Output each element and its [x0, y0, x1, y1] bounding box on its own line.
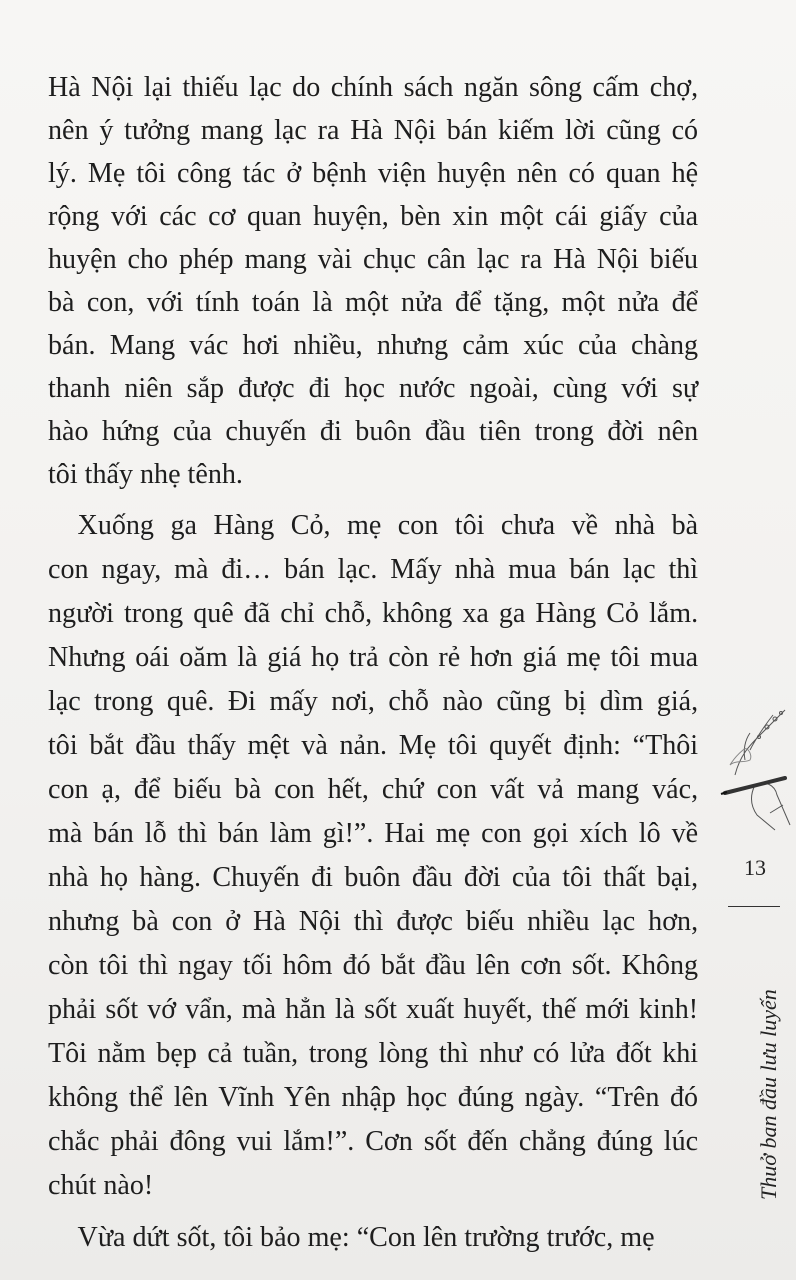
text-line: chắc phải đông vui lắm!”. Cơn sốt đến chẳng đúng lúc: [48, 1126, 699, 1157]
text-line: Xuống ga Hàng Cỏ, mẹ con tôi chưa về nhà bà: [77, 510, 699, 541]
text-line: nên ý tưởng mang lạc ra Hà Nội bán kiếm lời cũng có: [48, 115, 699, 146]
text-line: tôi thấy nhẹ tênh.: [48, 459, 243, 490]
text-line: huyện cho phép mang vài chục cân lạc ra Hà Nội biếu: [48, 244, 699, 275]
text-line: thanh niên sắp được đi học nước ngoài, cùng với sự: [48, 373, 699, 404]
hand-pencil-illustration-icon: [715, 705, 795, 835]
text-line: không thể lên Vĩnh Yên nhập học đúng ngày. “Trên đó: [48, 1082, 699, 1113]
margin-divider: [728, 906, 780, 907]
text-line: lý. Mẹ tôi công tác ở bệnh viện huyện nên có quan hệ: [48, 158, 699, 189]
paragraph: [48, 1216, 698, 1260]
text-line: nhưng bà con ở Hà Nội thì được biếu nhiều lạc hơn,: [48, 906, 699, 937]
text-line: Vừa dứt sốt, tôi bảo mẹ: “Con lên trường trước, mẹ: [77, 1222, 655, 1253]
text-line: Nhưng oái oăm là giá họ trả còn rẻ hơn giá mẹ tôi mua: [48, 642, 699, 673]
text-line: nhà họ hàng. Chuyến đi buôn đầu đời của tôi thất bại,: [48, 862, 699, 893]
page-number: 13: [744, 855, 766, 880]
text-line: bán. Mang vác hơi nhiều, nhưng cảm xúc của chàng: [48, 330, 699, 361]
text-line: người trong quê đã chỉ chỗ, không xa ga Hàng Cỏ lắm.: [48, 598, 699, 629]
body-text: [48, 66, 698, 1268]
text-line: hào hứng của chuyến đi buôn đầu tiên trong đời nên: [48, 416, 699, 447]
text-line: phải sốt vớ vẩn, mà hẳn là sốt xuất huyết, thế mới kinh!: [48, 994, 699, 1025]
text-line: con ạ, để biếu bà con hết, chứ con vất vả mang vác,: [48, 774, 699, 805]
text-line: mà bán lỗ thì bán làm gì!”. Hai mẹ con gọi xích lô về: [48, 818, 699, 849]
paragraph: [48, 504, 698, 1208]
text-line: bà con, với tính toán là một nửa để tặng, một nửa để: [48, 287, 699, 318]
text-line: Tôi nằm bẹp cả tuần, trong lòng thì như có lửa đốt khi: [48, 1038, 699, 1069]
text-line: rộng với các cơ quan huyện, bèn xin một cái giấy của: [48, 201, 699, 232]
text-line: lạc trong quê. Đi mấy nơi, chỗ nào cũng bị dìm giá,: [48, 686, 699, 717]
text-line: Hà Nội lại thiếu lạc do chính sách ngăn sông cấm chợ,: [48, 72, 699, 103]
running-title: Thuở ban đầu lưu luyến: [756, 989, 781, 1200]
text-line: con ngay, mà đi… bán lạc. Mấy nhà mua bán lạc thì: [48, 554, 699, 585]
text-line: tôi bắt đầu thấy mệt và nản. Mẹ tôi quyết định: “Thôi: [48, 730, 699, 761]
paragraph: [48, 66, 698, 496]
text-line: còn tôi thì ngay tối hôm đó bắt đầu lên cơn sốt. Không: [48, 950, 699, 981]
text-line: chút nào!: [48, 1170, 154, 1201]
